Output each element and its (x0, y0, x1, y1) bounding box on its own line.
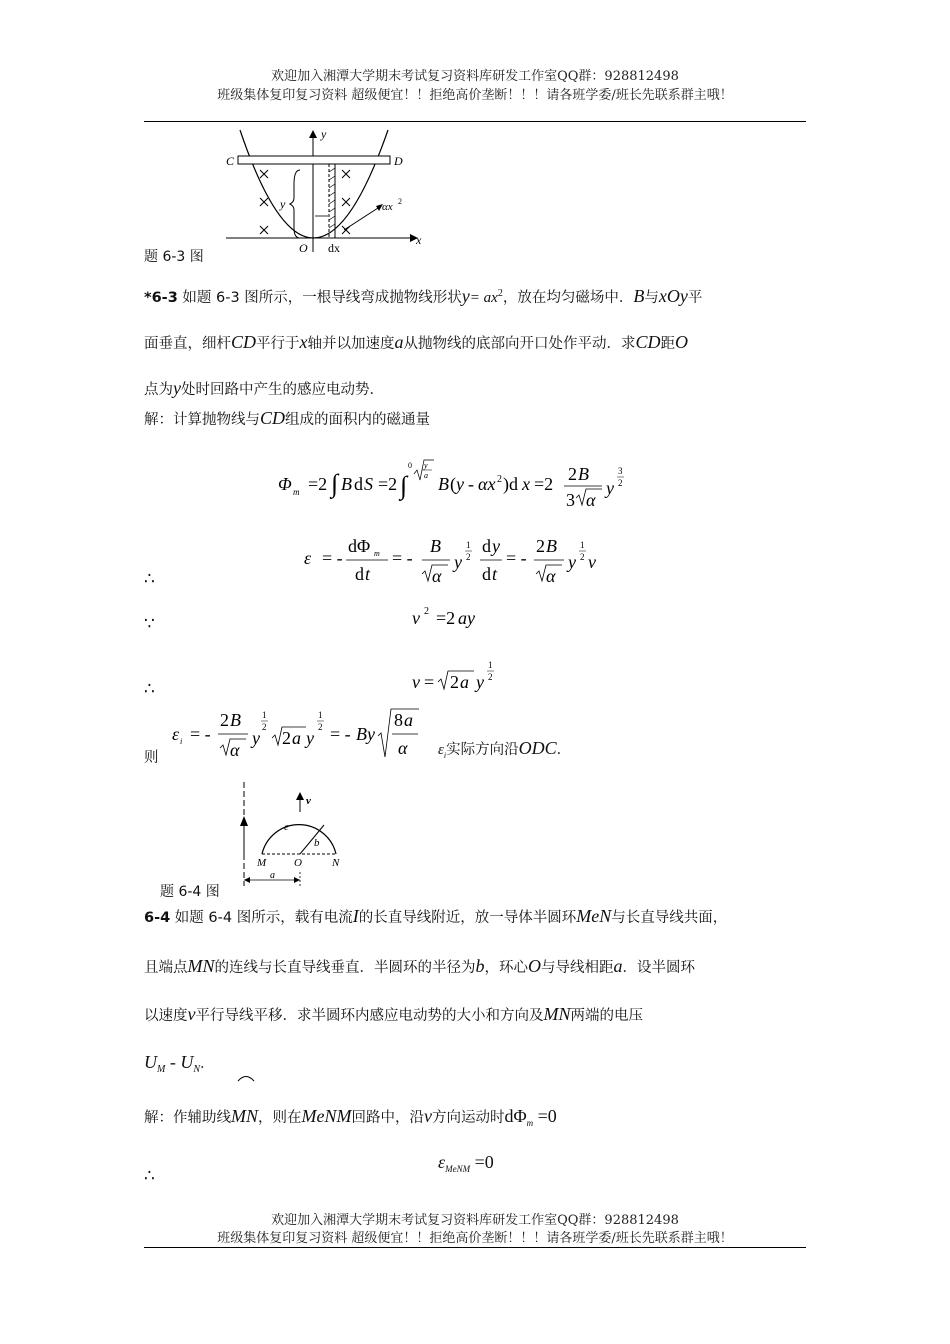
svg-text:2: 2 (618, 478, 623, 488)
svg-text:B: B (230, 710, 241, 730)
svg-text:(: ( (450, 474, 456, 494)
svg-text:v: v (588, 552, 596, 572)
problem-6-4-line3: 以速度v平行导线平移．求半圆环内感应电动势的大小和方向及MN两端的电压 (144, 1004, 643, 1024)
svg-text:a: a (424, 471, 428, 480)
equation-emf (300, 530, 610, 590)
x-axis-label: x (416, 233, 422, 247)
svg-text:α: α (432, 566, 442, 586)
svg-text:2: 2 (536, 536, 545, 556)
svg-text:d: d (482, 536, 491, 556)
svg-text:By: By (356, 724, 375, 744)
label-n: N (332, 857, 340, 869)
caption-6-4: 题 6-4 图 (160, 884, 220, 900)
svg-text:α: α (586, 490, 596, 510)
svg-text:B: B (546, 536, 557, 556)
svg-text:d: d (355, 564, 364, 584)
svg-text:2: 2 (568, 464, 577, 484)
svg-text:= -: = - (330, 724, 351, 744)
svg-text:y: y (424, 461, 428, 470)
svg-text:α: α (546, 566, 556, 586)
svg-text:B: B (341, 474, 352, 494)
solution-6-4-intro: 解：作辅助线MN，则在MeNM回路中，沿v方向运动时$d\Phi_m =0$ (144, 1106, 557, 1128)
header-line-1: 欢迎加入湘潭大学期末考试复习资料库研发工作室QQ群：928812498 (271, 69, 679, 84)
svg-text:Φ: Φ (278, 474, 292, 494)
label-a: a (270, 870, 275, 881)
svg-text:αx: αx (478, 474, 496, 494)
arc-symbol (236, 1072, 256, 1082)
svg-text:8: 8 (394, 710, 403, 730)
label-o: O (294, 857, 302, 869)
svg-text:m: m (293, 487, 300, 497)
svg-text:B: B (578, 464, 589, 484)
problem-6-3-line3: 点为y处时回路中产生的感应电动势． (144, 378, 384, 398)
svg-text:=2: =2 (308, 474, 328, 494)
svg-text:1: 1 (466, 540, 471, 550)
then-label: 则 (144, 750, 159, 766)
curve-arrow (344, 208, 378, 230)
svg-text:= -: = - (190, 724, 211, 744)
svg-text:y: y (252, 728, 260, 748)
current-arrow (240, 816, 248, 826)
svg-text:2: 2 (466, 552, 471, 562)
therefore-symbol-2: ∴ (144, 679, 155, 699)
svg-text:= -: = - (392, 548, 413, 568)
svg-text:1: 1 (318, 710, 323, 720)
equation-emf-final (168, 704, 428, 764)
svg-text:=: = (424, 672, 435, 692)
footer-rule (144, 1247, 806, 1248)
svg-text:0: 0 (408, 461, 412, 470)
label-curve-exp: 2 (398, 197, 402, 206)
label-e: e (284, 821, 289, 833)
svg-text:2: 2 (580, 552, 585, 562)
svg-text:B: B (430, 536, 441, 556)
semicircle-ring (262, 825, 336, 854)
svg-text:∫: ∫ (331, 469, 339, 498)
svg-text:2: 2 (220, 710, 229, 730)
problem-6-4-line2: 且端点MN的连线与长直导线垂直．半圆环的半径为b，环心O与导线相距a．设半圆环 (144, 956, 695, 976)
label-origin: O (299, 241, 308, 253)
problem-6-4-line1: 6-4 如题 6-4 图所示，载有电流I的长直导线附近，放一导体半圆环MeN与长直导线共面， (144, 906, 728, 926)
svg-text:y: y (568, 552, 576, 572)
svg-text:S: S (364, 474, 373, 494)
svg-text:a: a (460, 672, 469, 692)
svg-text:m: m (374, 549, 380, 558)
svg-text:dΦ: dΦ (348, 536, 371, 556)
svg-text:3: 3 (618, 466, 623, 476)
svg-text:B: B (438, 474, 449, 494)
footer-line-2: 班级集体复印复习资料 超级便宜！！拒绝高价垄断！！！请各班学委/班长先联系群主哦！ (217, 1231, 733, 1246)
svg-text:y: y (492, 536, 500, 556)
svg-text:=2: =2 (436, 608, 456, 628)
problem-6-3-line1: *6-3 如题 6-3 图所示，一根导线弯成抛物线形状$y= ax^2$，放在均匀磁场中．B与xOy平 (144, 286, 703, 306)
svg-text:v: v (412, 608, 420, 628)
problem-number: *6-3 (144, 290, 178, 306)
svg-text:2: 2 (488, 672, 493, 682)
svg-text:a: a (404, 710, 413, 730)
svg-text:∫: ∫ (400, 471, 408, 500)
label-dx: dx (328, 241, 340, 253)
svg-text:2: 2 (497, 474, 502, 485)
figure-6-4 (226, 780, 356, 890)
svg-text:y: y (306, 728, 314, 748)
solution-6-3-intro: 解：计算抛物线与CD组成的面积内的磁通量 (144, 408, 431, 428)
svg-text:2: 2 (282, 728, 291, 748)
svg-text:y: y (606, 478, 614, 498)
svg-text:ay: ay (458, 608, 475, 628)
label-d: D (394, 154, 403, 168)
svg-text:α: α (230, 740, 240, 760)
svg-text:= -: = - (322, 548, 343, 568)
svg-text:v: v (412, 672, 420, 692)
label-brace-y: y (280, 197, 286, 211)
parabola-curve (240, 130, 388, 238)
therefore-symbol-3: ∴ (144, 1166, 155, 1186)
because-symbol: ∵ (144, 614, 155, 634)
svg-text:y: y (456, 474, 464, 494)
svg-text:1: 1 (580, 540, 585, 550)
label-curve: αx (382, 201, 393, 213)
svg-text:1: 1 (262, 710, 267, 720)
svg-text:a: a (292, 728, 301, 748)
caption-6-3: 题 6-3 图 (144, 249, 204, 265)
equation-emf-loop: $\varepsilon_{MeNM} =0$ (438, 1152, 494, 1175)
equation-velocity-squared (408, 600, 498, 630)
svg-text:)d: )d (503, 474, 518, 494)
svg-text:2: 2 (262, 722, 267, 732)
svg-text:α: α (398, 738, 408, 758)
svg-text:ε: ε (304, 548, 312, 568)
label-m: M (257, 857, 267, 869)
svg-text:1: 1 (488, 660, 493, 670)
svg-text:=2: =2 (534, 474, 554, 494)
label-v: v (306, 795, 311, 807)
svg-text:d: d (354, 474, 363, 494)
svg-text:x: x (522, 474, 530, 494)
y-axis-label: y (321, 128, 327, 141)
label-c: C (226, 154, 235, 168)
svg-text:2: 2 (424, 606, 429, 617)
svg-text:t: t (492, 564, 498, 584)
svg-text:=2: =2 (378, 474, 398, 494)
radius-b (300, 825, 324, 854)
svg-text:y: y (476, 672, 484, 692)
svg-text:t: t (365, 564, 371, 584)
label-b: b (314, 837, 320, 849)
header-line-2: 班级集体复印复习资料 超级便宜！！拒绝高价垄断！！！请各班学委/班长先联系群主哦！ (217, 88, 733, 103)
figure-6-3 (220, 128, 430, 253)
svg-text:d: d (482, 564, 491, 584)
velocity-arrow (296, 792, 304, 800)
y-axis-arrow (309, 130, 317, 138)
svg-text:= -: = - (506, 548, 527, 568)
therefore-symbol-1: ∴ (144, 569, 155, 589)
equation-flux (276, 456, 646, 516)
direction-statement: $\varepsilon_i$实际方向沿ODC． (438, 738, 572, 760)
svg-text:ε: ε (172, 724, 180, 744)
svg-text:3: 3 (566, 490, 575, 510)
footer-line-1: 欢迎加入湘潭大学期末考试复习资料库研发工作室QQ群：928812498 (271, 1213, 679, 1228)
svg-text:i: i (180, 737, 183, 746)
svg-text:-: - (468, 474, 474, 494)
problem-6-3-line2: 面垂直，细杆CD平行于x轴并以加速度a从抛物线的底部向开口处作平动．求CD距O (144, 332, 689, 352)
field-crosses (260, 170, 350, 234)
problem-6-4-voltage: $U_M - U_N$． (144, 1052, 215, 1075)
rod-cd (238, 156, 390, 164)
equation-velocity (408, 656, 508, 696)
header-rule (144, 121, 806, 122)
svg-text:y: y (454, 552, 462, 572)
svg-text:2: 2 (450, 672, 459, 692)
svg-text:2: 2 (318, 722, 323, 732)
